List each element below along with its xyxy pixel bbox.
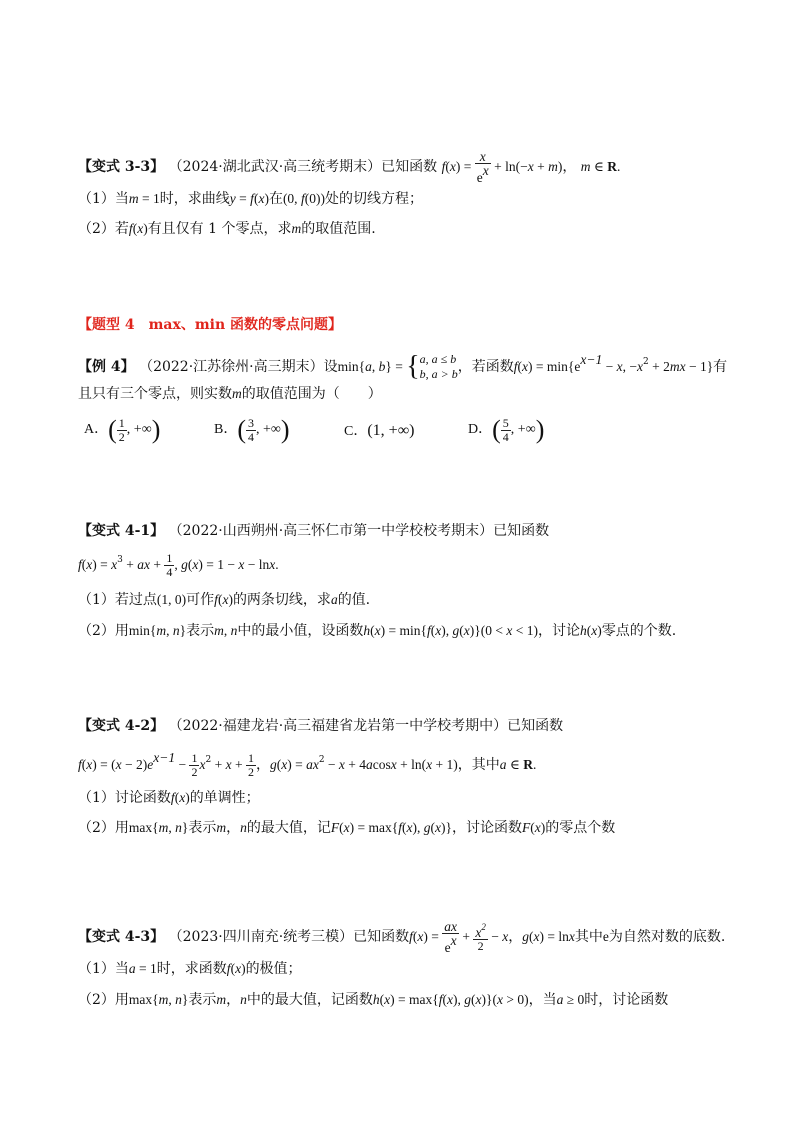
section-title: 【题型 4 max、min 函数的零点问题】 [78, 317, 343, 333]
v43-q2-text-f: 时，讨论函数 [584, 992, 669, 1008]
v43-q2: （2）用max{m, n}表示m，n中的最大值，记函数h(x) = max{f(x), g(x)}(x > 0)，当a ≥ 0时，讨论函数 [78, 992, 669, 1008]
v42-q1-text-a: （1）讨论函数 [78, 790, 171, 806]
v33-formula: f [441, 159, 446, 174]
v43-q2-text-c: ， [226, 992, 241, 1008]
v41-q2-text-e: 零点的个数. [601, 623, 677, 639]
v43-q1-text-b: 时，求函数 [156, 961, 227, 977]
v33-q1: （1）当m = 1时，求曲线y = f(x)在(0, f(0))处的切线方程； [78, 191, 423, 207]
v33-head: 【变式 3-3】 [78, 159, 165, 175]
v43-sep: ， [508, 929, 523, 945]
v33-source: （2024·湖北武汉·高三统考期末）已知函数 [168, 159, 438, 175]
v41-q2-text-a: （2）用 [78, 623, 129, 639]
v43-line1: 【变式 4-3】 （2023·四川南充·统考三模）已知函数f(x) = $\frac{ax}{e^x}$ + $\frac{x^2}{2}$ − x，g(x) = lnx其中e为自然对数的底数. [78, 919, 726, 955]
v42-line2: $f(x) = (x - 2)e^{x-1}$ − $\frac{1}{2}$ $x^2 + x$ + $\frac{1}{2}$ ，$g(x) = ax^2 - x + 4acosx + \ln(x + 1)$，其中a ∈ R. [78, 750, 537, 779]
ex4-line2-text: 且只有三个零点，则实数 [78, 386, 232, 402]
v42-where: ，其中 [457, 757, 500, 773]
choice-c-label: C． [344, 424, 368, 439]
v33-line1: 【变式 3-3】 （2024·湖北武汉·高三统考期末）已知函数 f(x) = $\frac{x}{e^x}$ + ln(−x + m)， m ∈ R. [78, 149, 621, 185]
choice-b-num: 3 [248, 415, 255, 430]
v41-q2-text-d: ，讨论 [537, 623, 580, 639]
v41-source: （2022·山西朔州·高三怀仁市第一中学校校考期末）已知函数 [168, 523, 550, 539]
ex4-tail: 有 [713, 359, 728, 375]
v42-q2-text-e: ，讨论函数 [451, 820, 522, 836]
choice-c[interactable]: C．(1, +∞) [344, 422, 415, 439]
v43-q2-text-d: 中的最大值，记函数 [246, 992, 373, 1008]
v43-tail: 为自然对数的底数. [608, 929, 726, 945]
v33-q2-text-a: （2）若 [78, 221, 129, 237]
v42-q2: （2）用max{m, n}表示m，n的最大值，记F(x) = max{f(x), g(x)}，讨论函数F(x)的零点个数 [78, 820, 616, 836]
v42-q2-text-b: 表示 [188, 820, 217, 836]
choice-b[interactable]: B．( $\frac{3}{4}$ , +∞) [214, 415, 290, 444]
choice-a-num: 1 [118, 415, 125, 430]
choice-d-label: D． [468, 422, 493, 438]
choice-b-label: B． [214, 422, 238, 438]
ex4-mid: ，若函数 [457, 359, 514, 375]
v41-q1: （1）若过点(1, 0)可作f(x)的两条切线，求a的值. [78, 592, 371, 608]
v41-q1-text-c: 的两条切线，求 [232, 592, 331, 608]
v41-line1 [78, 521, 549, 541]
v42-q2-text-f: 的零点个数 [545, 820, 616, 836]
v43-q2-text-a: （2）用 [78, 992, 129, 1008]
v42-q2-text-c: ， [226, 820, 241, 836]
ex4-line2-text-b: 的取值范围为（ ） [241, 386, 382, 402]
v33-q1-text-a: （1）当 [78, 191, 129, 207]
v43-source: （2023·四川南充·统考三模）已知函数 [168, 929, 410, 945]
v41-head: 【变式 4-1】 [78, 523, 165, 539]
v42-q1: （1）讨论函数f(x)的单调性； [78, 790, 260, 806]
v43-q1: （1）当a = 1时，求函数f(x)的极值； [78, 961, 302, 977]
v42-head: 【变式 4-2】 [78, 718, 165, 734]
v43-q2-text-b: 表示 [188, 992, 217, 1008]
v41-q2-text-b: 表示 [186, 623, 215, 639]
v43-mid: 其中 [574, 929, 603, 945]
v41-q1-text-a: （1）若过点 [78, 592, 157, 608]
ex4-line1: 【例 4】 （2022·江苏徐州·高三期末）设min{a, b} = { a, a ≤ b b, a > b ，若函数$f(x) = \min\{e^{x-1} - x$, $-x^2 + 2mx - 1$}有 [78, 351, 728, 382]
v33-q2-text-c: 的取值范围. [301, 221, 376, 237]
v33-q1-text-c: 在 [268, 191, 283, 207]
v42-source: （2022·福建龙岩·高三福建省龙岩第一中学校考期中）已知函数 [168, 718, 564, 734]
choice-d-num: 5 [502, 415, 509, 430]
choice-a[interactable]: A．( $\frac{1}{2}$ , +∞) [84, 415, 161, 444]
v41-q1-text-b: 可作 [186, 592, 215, 608]
choice-a-den: 2 [118, 429, 125, 444]
choice-b-den: 4 [248, 429, 255, 444]
v42-q2-text-d: 的最大值，记 [246, 820, 331, 836]
ex4-source: （2022·江苏徐州·高三期末）设 [139, 359, 338, 375]
v42-sep: ， [255, 757, 270, 773]
v42-q2-text-a: （2）用 [78, 820, 129, 836]
v33-q2-text-b: 有且仅有 1 个零点，求 [147, 221, 292, 237]
v33-q1-text-b: 时，求曲线 [159, 191, 230, 207]
v41-q2-text-c: 中的最小值，设函数 [237, 623, 364, 639]
ex4-line2: 且只有三个零点，则实数m的取值范围为（ ） [78, 386, 382, 402]
ex4-head: 【例 4】 [78, 359, 135, 375]
v43-q2-text-e: ，当 [528, 992, 557, 1008]
v41-q2: （2）用min{m, n}表示m, n中的最小值，设函数h(x) = min{f(x), g(x)}(0 < x < 1)，讨论h(x)零点的个数. [78, 623, 677, 639]
v41-line2: $f(x) = x^3$ + ax + $\frac{1}{4}$ , g(x) = 1 − x − lnx. [78, 550, 279, 579]
v43-q1-text-a: （1）当 [78, 961, 129, 977]
v33-q2: （2）若f(x)有且仅有 1 个零点，求m的取值范围. [78, 221, 376, 237]
choice-d-den: 4 [502, 429, 509, 444]
v43-q1-text-c: 的极值； [245, 961, 302, 977]
choice-d[interactable]: D．( $\frac{5}{4}$ , +∞) [468, 415, 545, 444]
v41-q1-text-d: 的值. [337, 592, 371, 608]
choice-a-label: A． [84, 422, 109, 438]
v33-q1-text-d: 处的切线方程； [324, 191, 423, 207]
v42-q1-text-b: 的单调性； [189, 790, 260, 806]
v43-head: 【变式 4-3】 [78, 929, 165, 945]
v42-line1 [78, 716, 563, 736]
